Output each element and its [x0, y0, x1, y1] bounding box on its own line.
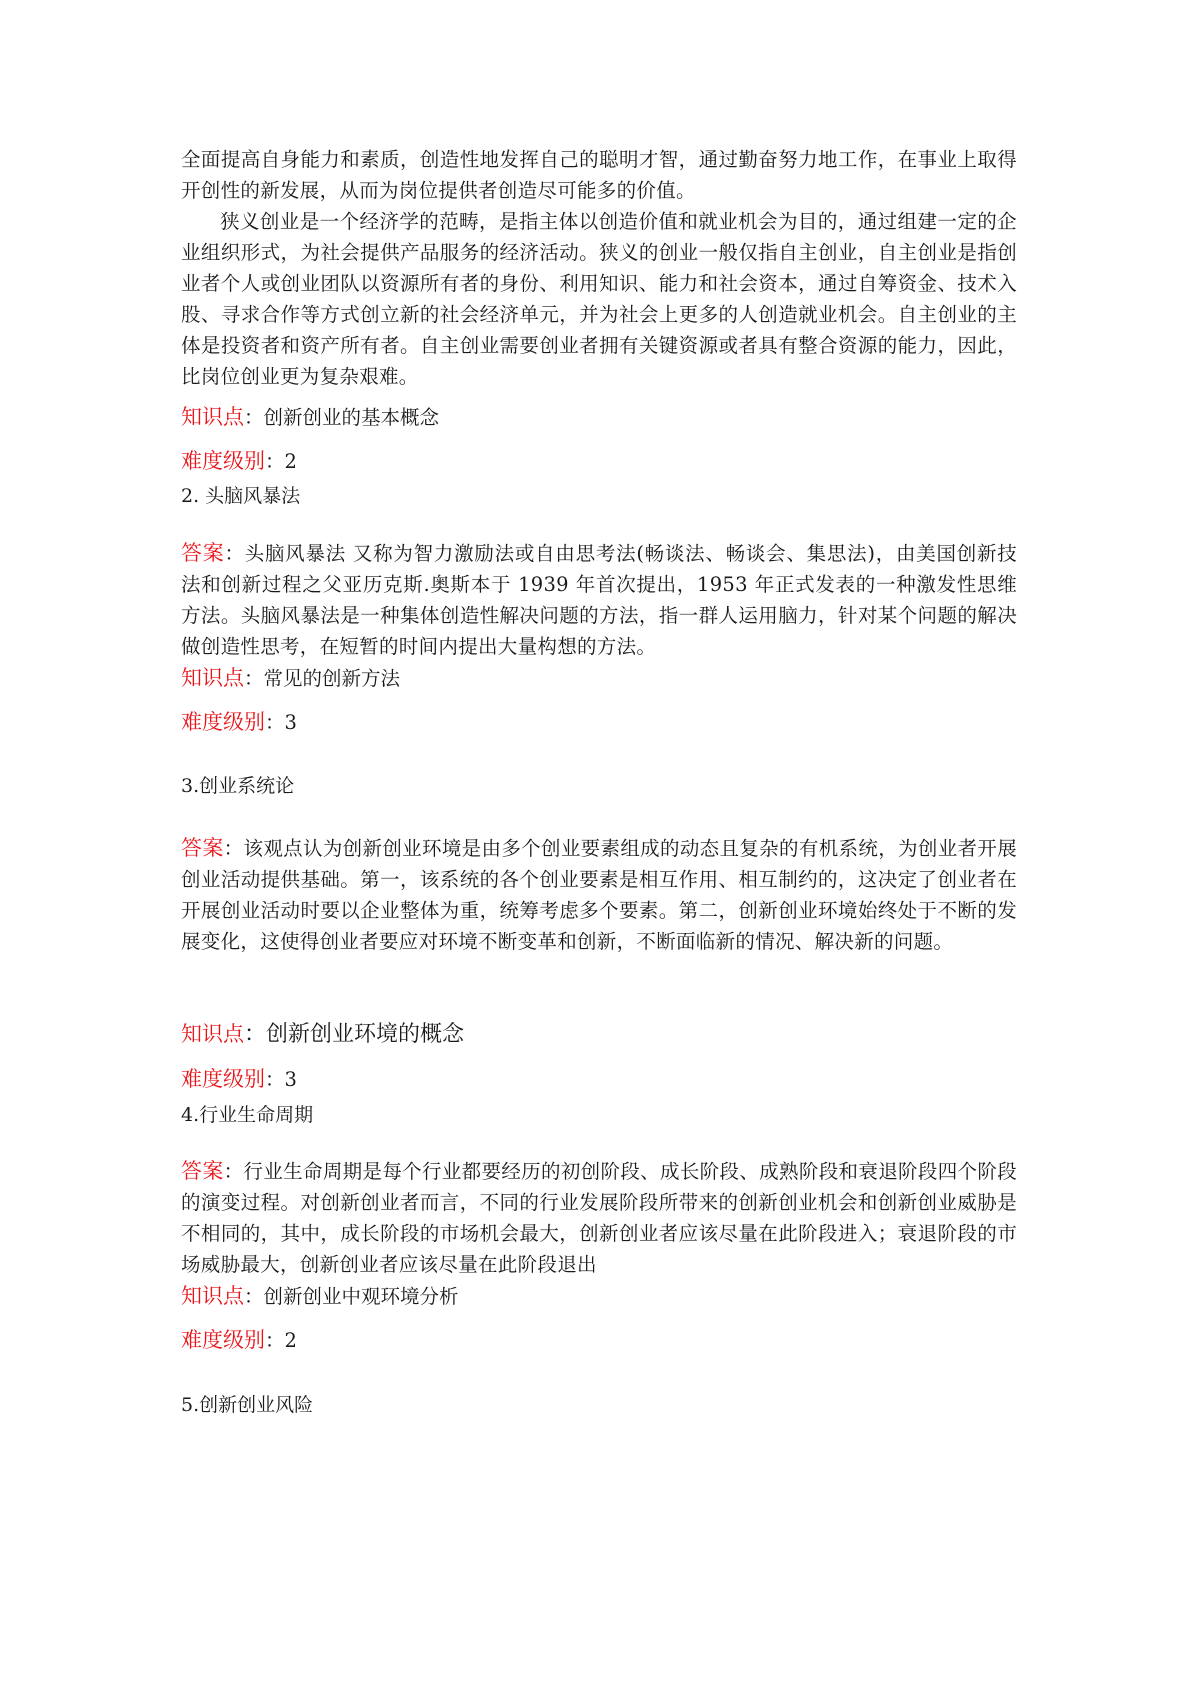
knowledge-label: 知识点 — [181, 1284, 244, 1308]
q4-answer-text: 行业生命周期是每个行业都要经历的初创阶段、成长阶段、成熟阶段和衰退阶段四个阶段的演变过程。对创新创业者而言，不同的行业发展阶段所带来的创新创业机会和创新创业威胁是不相同的，其中，成长阶段的市场机会最大，创新创业者应该尽量在此阶段进入；衰退阶段的市场威胁最大，创新创业者应该尽量在此阶段退出 — [181, 1160, 1017, 1276]
q2-difficulty-line — [181, 707, 1017, 738]
q1-knowledge-line — [181, 402, 1017, 433]
colon: ： — [244, 406, 264, 429]
q2-knowledge-value: 常见的创新方法 — [263, 667, 401, 690]
knowledge-label: 知识点 — [181, 405, 244, 429]
difficulty-label: 难度级别 — [181, 710, 265, 734]
q1-difficulty-value: 2 — [284, 450, 297, 473]
colon: ： — [244, 667, 264, 690]
q3-knowledge-value: 创新创业环境的概念 — [266, 1022, 465, 1047]
q3-answer-paragraph — [181, 833, 1017, 957]
q1-difficulty-line — [181, 446, 1017, 477]
q4-difficulty-line — [181, 1325, 1017, 1356]
colon: ： — [223, 837, 244, 860]
difficulty-label: 难度级别 — [181, 1067, 265, 1091]
colon: ： — [265, 1068, 285, 1091]
q3-difficulty-value: 3 — [284, 1068, 297, 1091]
q4-difficulty-value: 2 — [284, 1329, 297, 1352]
colon: ： — [265, 450, 285, 473]
q2-difficulty-value: 3 — [284, 711, 297, 734]
q4-answer-paragraph — [181, 1156, 1017, 1280]
q2-answer-text: 头脑风暴法 又称为智力激励法或自由思考法(畅谈法、畅谈会、集思法)，由美国创新技法和创新过程之父亚历克斯.奥斯本于 1939 年首次提出，1953 年正式发表的一种激发性思维方法。头脑风暴法是一种集体创造性解决问题的方法，指一群人运用脑力，针对某个问题的解决做创造性思考，在短暂的时间内提出大量构想的方法。 — [181, 542, 1017, 658]
difficulty-label: 难度级别 — [181, 1328, 265, 1352]
q2-knowledge-line — [181, 663, 1017, 694]
q1-knowledge-value: 创新创业的基本概念 — [263, 406, 440, 429]
q2-answer-paragraph — [181, 538, 1017, 662]
colon: ： — [265, 711, 285, 734]
intro-paragraph-2: 狭义创业是一个经济学的范畴，是指主体以创造价值和就业机会为目的，通过组建一定的企业组织形式，为社会提供产品服务的经济活动。狭义的创业一般仅指自主创业，自主创业是指创业者个人或创业团队以资源所有者的身份、利用知识、能力和社会资本，通过自筹资金、技术入股、寻求合作等方式创立新的社会经济单元，并为社会上更多的人创造就业机会。自主创业的主体是投资者和资产所有者。自主创业需要创业者拥有关键资源或者具有整合资源的能力，因此，比岗位创业更为复杂艰难。 — [181, 210, 1017, 388]
colon: ： — [224, 542, 245, 565]
knowledge-label: 知识点 — [181, 666, 244, 690]
intro-paragraph-1: 全面提高自身能力和素质，创造性地发挥自己的聪明才智，通过勤奋努力地工作，在事业上取得开创性的新发展，从而为岗位提供者创造尽可能多的价值。 — [181, 148, 1017, 202]
q3-answer-text: 该观点认为创新创业环境是由多个创业要素组成的动态且复杂的有机系统，为创业者开展创业活动提供基础。第一，该系统的各个创业要素是相互作用、相互制约的，这决定了创业者在开展创业活动时要以企业整体为重，统筹考虑多个要素。第二，创新创业环境始终处于不断的发展变化，这使得创业者要应对环境不断变革和创新，不断面临新的情况、解决新的问题。 — [181, 837, 1017, 953]
answer-label: 答案 — [181, 836, 224, 860]
q4-knowledge-value: 创新创业中观环境分析 — [263, 1285, 459, 1308]
answer-label: 答案 — [181, 1159, 224, 1183]
q3-knowledge-line — [181, 1019, 1017, 1050]
answer-label: 答案 — [181, 541, 225, 565]
q4-title: 4.行业生命周期 — [181, 1104, 314, 1126]
colon: ： — [244, 1285, 264, 1308]
knowledge-label: 知识点 — [181, 1022, 244, 1046]
colon: ： — [244, 1022, 267, 1047]
q4-knowledge-line — [181, 1281, 1017, 1312]
colon: ： — [223, 1160, 244, 1183]
q3-difficulty-line — [181, 1064, 1017, 1095]
colon: ： — [265, 1329, 285, 1352]
q5-title: 5.创新创业风险 — [181, 1394, 314, 1416]
difficulty-label: 难度级别 — [181, 449, 265, 473]
q3-title: 3.创业系统论 — [181, 775, 295, 797]
q2-title: 2. 头脑风暴法 — [181, 485, 301, 507]
